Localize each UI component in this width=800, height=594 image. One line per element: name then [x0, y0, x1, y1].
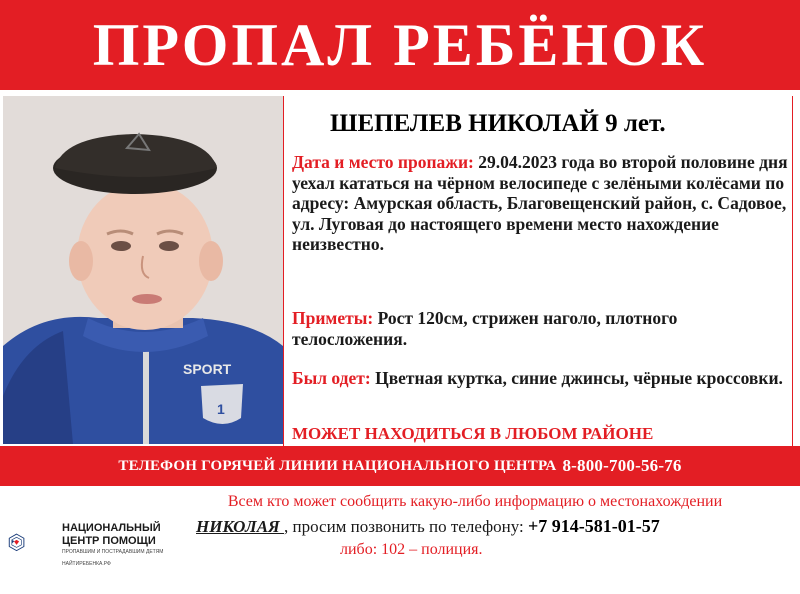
contact-phone[interactable]: +7 914-581-01-57: [527, 516, 660, 536]
appeal-line-2: [196, 516, 660, 537]
disappearance-paragraph: [292, 152, 792, 255]
clothes-label: Был одет:: [292, 368, 371, 388]
signs-text: Рост 120см, стрижен наголо, плотного телосложения.: [292, 308, 678, 349]
disappearance-text: 29.04.2023 года во второй половине дня уехал кататься на чёрном велосипеде с зелёными колёсами по адресу: Амурская область, Благовещенский район, с. Садовое, ул. Луговая до настоящего времени место нахождение неизвестно.: [292, 152, 788, 254]
hotline-bar: [0, 446, 800, 486]
hotline-label: ТЕЛЕФОН ГОРЯЧЕЙ ЛИНИИ НАЦИОНАЛЬНОГО ЦЕНТРА: [118, 457, 557, 474]
top-banner: [0, 0, 800, 90]
logo-name: НАЦИОНАЛЬНЫЙ ЦЕНТР ПОМОЩИ: [62, 522, 161, 547]
appeal-line-3: либо: 102 – полиция.: [340, 541, 483, 558]
signs-label: Приметы:: [292, 308, 374, 328]
jacket-badge-number: 1: [217, 401, 225, 417]
jacket-sport-text: SPORT: [183, 361, 232, 377]
child-photo: [3, 96, 283, 444]
appeal-line-1: Всем кто может сообщить какую-либо информацию о местонахождении: [227, 493, 723, 510]
clothes-paragraph: [292, 368, 792, 389]
logo-subtitle: ПРОПАВШИМ И ПОСТРАДАВШИМ ДЕТЯМ: [62, 549, 164, 555]
appeal-child-name: НИКОЛАЯ: [196, 517, 284, 536]
logo-url[interactable]: НАЙТИРЕБЕНКА.РФ: [62, 561, 111, 567]
urgent-notice: МОЖЕТ НАХОДИТЬСЯ В ЛЮБОМ РАЙОНЕ: [292, 424, 654, 443]
hotline-number[interactable]: 8-800-700-56-76: [562, 456, 682, 475]
signs-paragraph: [292, 308, 792, 349]
child-name-age: ШЕПЕЛЕВ НИКОЛАЙ 9 лет.: [330, 110, 666, 137]
disappearance-label: Дата и место пропажи:: [292, 152, 474, 172]
clothes-text: Цветная куртка, синие джинсы, чёрные кроссовки.: [370, 368, 783, 388]
ncp-logo-icon: [8, 513, 62, 573]
appeal-mid-text: , просим позвонить по телефону:: [284, 517, 528, 536]
poster-title: ПРОПАЛ РЕБЁНОК: [92, 11, 708, 78]
info-panel: [283, 96, 793, 446]
